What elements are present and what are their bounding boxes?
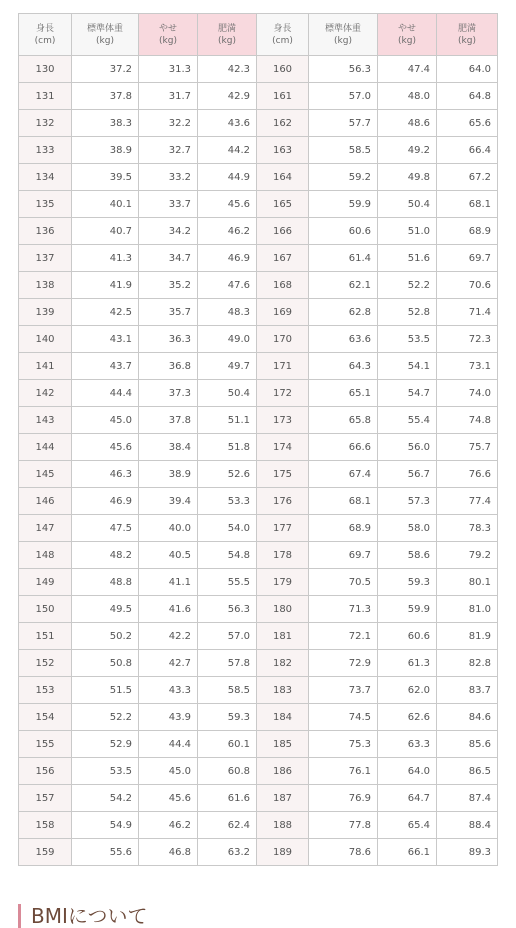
cell-height: 143 (19, 407, 72, 434)
cell-standard-weight: 57.7 (309, 110, 378, 137)
cell-obese: 82.8 (437, 650, 498, 677)
table-header-row (19, 14, 498, 56)
cell-standard-weight: 65.8 (309, 407, 378, 434)
cell-height: 164 (257, 164, 309, 191)
cell-underweight: 49.2 (378, 137, 437, 164)
standard-weight-table (18, 13, 498, 866)
cell-height: 146 (19, 488, 72, 515)
cell-obese: 81.9 (437, 623, 498, 650)
table-row (19, 299, 498, 326)
cell-height: 175 (257, 461, 309, 488)
cell-obese: 66.4 (437, 137, 498, 164)
cell-standard-weight: 66.6 (309, 434, 378, 461)
table-row (19, 704, 498, 731)
header-underweight: やせ (kg) (139, 14, 198, 56)
cell-height: 168 (257, 272, 309, 299)
cell-standard-weight: 62.8 (309, 299, 378, 326)
cell-standard-weight: 68.9 (309, 515, 378, 542)
cell-underweight: 36.3 (139, 326, 198, 353)
cell-underweight: 40.0 (139, 515, 198, 542)
cell-standard-weight: 59.9 (309, 191, 378, 218)
cell-height: 149 (19, 569, 72, 596)
cell-underweight: 49.8 (378, 164, 437, 191)
table-row (19, 839, 498, 866)
cell-obese: 57.0 (198, 623, 257, 650)
cell-obese: 64.0 (437, 56, 498, 83)
cell-height: 167 (257, 245, 309, 272)
table-row (19, 218, 498, 245)
cell-underweight: 56.7 (378, 461, 437, 488)
cell-underweight: 54.1 (378, 353, 437, 380)
table-row (19, 677, 498, 704)
cell-obese: 71.4 (437, 299, 498, 326)
cell-obese: 68.9 (437, 218, 498, 245)
table-row (19, 515, 498, 542)
cell-height: 150 (19, 596, 72, 623)
cell-underweight: 43.9 (139, 704, 198, 731)
cell-height: 170 (257, 326, 309, 353)
cell-underweight: 35.2 (139, 272, 198, 299)
cell-standard-weight: 78.6 (309, 839, 378, 866)
cell-standard-weight: 74.5 (309, 704, 378, 731)
cell-height: 165 (257, 191, 309, 218)
cell-underweight: 47.4 (378, 56, 437, 83)
header-obese: 肥満 (kg) (437, 14, 498, 56)
cell-height: 148 (19, 542, 72, 569)
cell-obese: 49.7 (198, 353, 257, 380)
cell-height: 140 (19, 326, 72, 353)
cell-underweight: 62.0 (378, 677, 437, 704)
cell-standard-weight: 76.9 (309, 785, 378, 812)
cell-obese: 47.6 (198, 272, 257, 299)
weight-table-container (18, 13, 497, 866)
cell-standard-weight: 45.0 (72, 407, 139, 434)
cell-standard-weight: 56.3 (309, 56, 378, 83)
cell-standard-weight: 58.5 (309, 137, 378, 164)
cell-obese: 60.1 (198, 731, 257, 758)
table-row (19, 461, 498, 488)
cell-underweight: 44.4 (139, 731, 198, 758)
cell-standard-weight: 77.8 (309, 812, 378, 839)
cell-standard-weight: 48.8 (72, 569, 139, 596)
cell-standard-weight: 68.1 (309, 488, 378, 515)
cell-underweight: 57.3 (378, 488, 437, 515)
cell-obese: 87.4 (437, 785, 498, 812)
cell-obese: 63.2 (198, 839, 257, 866)
cell-underweight: 34.2 (139, 218, 198, 245)
cell-height: 184 (257, 704, 309, 731)
cell-underweight: 61.3 (378, 650, 437, 677)
cell-standard-weight: 55.6 (72, 839, 139, 866)
cell-obese: 72.3 (437, 326, 498, 353)
cell-obese: 53.3 (198, 488, 257, 515)
cell-height: 182 (257, 650, 309, 677)
cell-height: 188 (257, 812, 309, 839)
cell-obese: 84.6 (437, 704, 498, 731)
table-row (19, 191, 498, 218)
cell-obese: 52.6 (198, 461, 257, 488)
cell-height: 187 (257, 785, 309, 812)
cell-standard-weight: 69.7 (309, 542, 378, 569)
cell-standard-weight: 40.1 (72, 191, 139, 218)
cell-standard-weight: 73.7 (309, 677, 378, 704)
cell-height: 147 (19, 515, 72, 542)
cell-underweight: 52.8 (378, 299, 437, 326)
cell-height: 189 (257, 839, 309, 866)
cell-standard-weight: 47.5 (72, 515, 139, 542)
cell-height: 130 (19, 56, 72, 83)
cell-height: 177 (257, 515, 309, 542)
cell-standard-weight: 48.2 (72, 542, 139, 569)
cell-obese: 50.4 (198, 380, 257, 407)
cell-height: 159 (19, 839, 72, 866)
cell-underweight: 37.3 (139, 380, 198, 407)
cell-underweight: 42.7 (139, 650, 198, 677)
cell-obese: 51.1 (198, 407, 257, 434)
cell-obese: 75.7 (437, 434, 498, 461)
cell-underweight: 34.7 (139, 245, 198, 272)
cell-standard-weight: 41.3 (72, 245, 139, 272)
table-row (19, 83, 498, 110)
cell-standard-weight: 40.7 (72, 218, 139, 245)
cell-height: 169 (257, 299, 309, 326)
cell-obese: 59.3 (198, 704, 257, 731)
cell-standard-weight: 50.8 (72, 650, 139, 677)
cell-standard-weight: 63.6 (309, 326, 378, 353)
cell-height: 133 (19, 137, 72, 164)
cell-obese: 69.7 (437, 245, 498, 272)
cell-standard-weight: 50.2 (72, 623, 139, 650)
cell-standard-weight: 75.3 (309, 731, 378, 758)
cell-height: 166 (257, 218, 309, 245)
cell-underweight: 46.8 (139, 839, 198, 866)
cell-standard-weight: 43.1 (72, 326, 139, 353)
cell-standard-weight: 46.9 (72, 488, 139, 515)
cell-underweight: 48.6 (378, 110, 437, 137)
table-row (19, 596, 498, 623)
cell-height: 139 (19, 299, 72, 326)
table-row (19, 353, 498, 380)
cell-underweight: 58.0 (378, 515, 437, 542)
cell-standard-weight: 71.3 (309, 596, 378, 623)
cell-underweight: 51.6 (378, 245, 437, 272)
cell-underweight: 40.5 (139, 542, 198, 569)
cell-underweight: 32.2 (139, 110, 198, 137)
cell-standard-weight: 54.9 (72, 812, 139, 839)
cell-standard-weight: 70.5 (309, 569, 378, 596)
cell-obese: 74.8 (437, 407, 498, 434)
cell-height: 178 (257, 542, 309, 569)
table-row (19, 164, 498, 191)
cell-underweight: 58.6 (378, 542, 437, 569)
cell-height: 144 (19, 434, 72, 461)
cell-underweight: 52.2 (378, 272, 437, 299)
table-row (19, 434, 498, 461)
header-height: 身長 (cm) (257, 14, 309, 56)
cell-obese: 54.0 (198, 515, 257, 542)
cell-height: 181 (257, 623, 309, 650)
cell-underweight: 46.2 (139, 812, 198, 839)
table-row (19, 488, 498, 515)
cell-underweight: 45.6 (139, 785, 198, 812)
cell-underweight: 37.8 (139, 407, 198, 434)
cell-standard-weight: 60.6 (309, 218, 378, 245)
cell-standard-weight: 46.3 (72, 461, 139, 488)
cell-height: 138 (19, 272, 72, 299)
cell-height: 153 (19, 677, 72, 704)
table-row (19, 785, 498, 812)
cell-height: 183 (257, 677, 309, 704)
cell-height: 151 (19, 623, 72, 650)
cell-obese: 60.8 (198, 758, 257, 785)
table-row (19, 272, 498, 299)
cell-standard-weight: 67.4 (309, 461, 378, 488)
cell-standard-weight: 52.9 (72, 731, 139, 758)
table-row (19, 245, 498, 272)
cell-standard-weight: 76.1 (309, 758, 378, 785)
cell-obese: 54.8 (198, 542, 257, 569)
header-height: 身長 (cm) (19, 14, 72, 56)
cell-height: 136 (19, 218, 72, 245)
cell-underweight: 54.7 (378, 380, 437, 407)
cell-standard-weight: 51.5 (72, 677, 139, 704)
table-row (19, 812, 498, 839)
cell-standard-weight: 41.9 (72, 272, 139, 299)
cell-underweight: 41.1 (139, 569, 198, 596)
cell-underweight: 55.4 (378, 407, 437, 434)
cell-obese: 44.2 (198, 137, 257, 164)
cell-standard-weight: 44.4 (72, 380, 139, 407)
table-row (19, 56, 498, 83)
cell-underweight: 43.3 (139, 677, 198, 704)
cell-underweight: 59.9 (378, 596, 437, 623)
header-underweight: やせ (kg) (378, 14, 437, 56)
cell-height: 174 (257, 434, 309, 461)
cell-height: 145 (19, 461, 72, 488)
cell-obese: 51.8 (198, 434, 257, 461)
header-standard-weight: 標準体重 (kg) (309, 14, 378, 56)
cell-underweight: 48.0 (378, 83, 437, 110)
cell-standard-weight: 45.6 (72, 434, 139, 461)
table-row (19, 407, 498, 434)
table-row (19, 137, 498, 164)
cell-obese: 62.4 (198, 812, 257, 839)
cell-obese: 78.3 (437, 515, 498, 542)
cell-underweight: 62.6 (378, 704, 437, 731)
cell-underweight: 32.7 (139, 137, 198, 164)
cell-height: 162 (257, 110, 309, 137)
cell-height: 142 (19, 380, 72, 407)
cell-obese: 79.2 (437, 542, 498, 569)
cell-obese: 46.9 (198, 245, 257, 272)
cell-height: 179 (257, 569, 309, 596)
cell-standard-weight: 38.9 (72, 137, 139, 164)
cell-height: 141 (19, 353, 72, 380)
cell-obese: 68.1 (437, 191, 498, 218)
table-row (19, 569, 498, 596)
cell-obese: 55.5 (198, 569, 257, 596)
cell-obese: 73.1 (437, 353, 498, 380)
cell-obese: 77.4 (437, 488, 498, 515)
cell-obese: 86.5 (437, 758, 498, 785)
cell-underweight: 38.4 (139, 434, 198, 461)
cell-underweight: 31.7 (139, 83, 198, 110)
cell-obese: 56.3 (198, 596, 257, 623)
cell-obese: 76.6 (437, 461, 498, 488)
cell-obese: 81.0 (437, 596, 498, 623)
cell-height: 155 (19, 731, 72, 758)
cell-standard-weight: 49.5 (72, 596, 139, 623)
cell-height: 161 (257, 83, 309, 110)
table-row (19, 380, 498, 407)
cell-underweight: 63.3 (378, 731, 437, 758)
cell-underweight: 66.1 (378, 839, 437, 866)
cell-underweight: 64.0 (378, 758, 437, 785)
section-heading-bmi: BMIについて (18, 904, 147, 928)
cell-obese: 46.2 (198, 218, 257, 245)
table-row (19, 731, 498, 758)
cell-standard-weight: 62.1 (309, 272, 378, 299)
cell-obese: 65.6 (437, 110, 498, 137)
cell-standard-weight: 61.4 (309, 245, 378, 272)
cell-obese: 44.9 (198, 164, 257, 191)
cell-obese: 88.4 (437, 812, 498, 839)
cell-obese: 80.1 (437, 569, 498, 596)
cell-height: 180 (257, 596, 309, 623)
cell-height: 186 (257, 758, 309, 785)
cell-obese: 85.6 (437, 731, 498, 758)
cell-obese: 42.3 (198, 56, 257, 83)
cell-underweight: 51.0 (378, 218, 437, 245)
table-row (19, 110, 498, 137)
cell-height: 137 (19, 245, 72, 272)
table-row (19, 758, 498, 785)
cell-underweight: 60.6 (378, 623, 437, 650)
header-standard-weight: 標準体重 (kg) (72, 14, 139, 56)
cell-height: 160 (257, 56, 309, 83)
cell-height: 132 (19, 110, 72, 137)
cell-obese: 58.5 (198, 677, 257, 704)
cell-underweight: 42.2 (139, 623, 198, 650)
cell-underweight: 65.4 (378, 812, 437, 839)
cell-underweight: 41.6 (139, 596, 198, 623)
cell-height: 173 (257, 407, 309, 434)
cell-obese: 57.8 (198, 650, 257, 677)
cell-underweight: 35.7 (139, 299, 198, 326)
cell-underweight: 64.7 (378, 785, 437, 812)
cell-underweight: 36.8 (139, 353, 198, 380)
cell-obese: 70.6 (437, 272, 498, 299)
cell-obese: 48.3 (198, 299, 257, 326)
table-row (19, 326, 498, 353)
cell-standard-weight: 64.3 (309, 353, 378, 380)
cell-height: 158 (19, 812, 72, 839)
cell-obese: 74.0 (437, 380, 498, 407)
cell-standard-weight: 59.2 (309, 164, 378, 191)
cell-underweight: 31.3 (139, 56, 198, 83)
cell-underweight: 33.2 (139, 164, 198, 191)
cell-height: 185 (257, 731, 309, 758)
cell-underweight: 45.0 (139, 758, 198, 785)
cell-standard-weight: 65.1 (309, 380, 378, 407)
cell-underweight: 33.7 (139, 191, 198, 218)
cell-height: 172 (257, 380, 309, 407)
cell-obese: 42.9 (198, 83, 257, 110)
cell-underweight: 50.4 (378, 191, 437, 218)
cell-underweight: 39.4 (139, 488, 198, 515)
cell-underweight: 59.3 (378, 569, 437, 596)
cell-standard-weight: 57.0 (309, 83, 378, 110)
cell-standard-weight: 38.3 (72, 110, 139, 137)
header-obese: 肥満 (kg) (198, 14, 257, 56)
cell-height: 157 (19, 785, 72, 812)
cell-obese: 89.3 (437, 839, 498, 866)
cell-height: 156 (19, 758, 72, 785)
cell-obese: 45.6 (198, 191, 257, 218)
cell-standard-weight: 42.5 (72, 299, 139, 326)
cell-obese: 61.6 (198, 785, 257, 812)
cell-standard-weight: 53.5 (72, 758, 139, 785)
cell-height: 163 (257, 137, 309, 164)
cell-height: 152 (19, 650, 72, 677)
cell-obese: 64.8 (437, 83, 498, 110)
cell-standard-weight: 39.5 (72, 164, 139, 191)
cell-underweight: 53.5 (378, 326, 437, 353)
cell-obese: 83.7 (437, 677, 498, 704)
table-row (19, 650, 498, 677)
cell-underweight: 38.9 (139, 461, 198, 488)
cell-height: 171 (257, 353, 309, 380)
cell-standard-weight: 54.2 (72, 785, 139, 812)
cell-obese: 43.6 (198, 110, 257, 137)
cell-obese: 49.0 (198, 326, 257, 353)
cell-standard-weight: 52.2 (72, 704, 139, 731)
cell-height: 135 (19, 191, 72, 218)
cell-underweight: 56.0 (378, 434, 437, 461)
cell-obese: 67.2 (437, 164, 498, 191)
cell-standard-weight: 37.2 (72, 56, 139, 83)
cell-standard-weight: 72.1 (309, 623, 378, 650)
cell-height: 154 (19, 704, 72, 731)
table-row (19, 542, 498, 569)
cell-height: 131 (19, 83, 72, 110)
cell-standard-weight: 72.9 (309, 650, 378, 677)
cell-standard-weight: 43.7 (72, 353, 139, 380)
cell-standard-weight: 37.8 (72, 83, 139, 110)
cell-height: 176 (257, 488, 309, 515)
cell-height: 134 (19, 164, 72, 191)
table-row (19, 623, 498, 650)
